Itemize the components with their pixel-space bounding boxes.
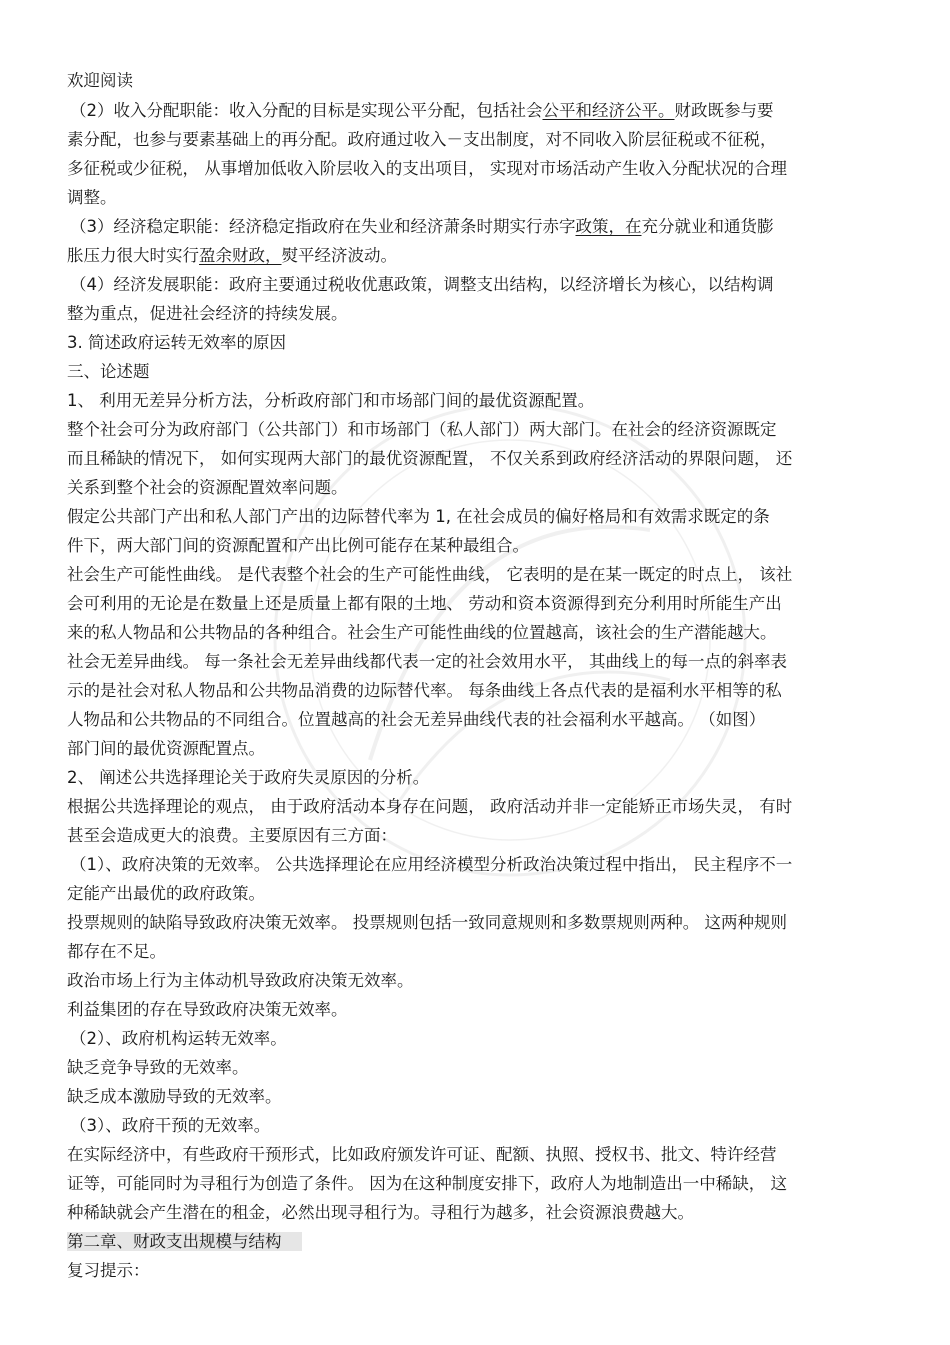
paragraph-line: 整个社会可分为政府部门（公共部门）和市场部门（私人部门）两大部门。在社会的经济资源既定	[67, 420, 777, 439]
paragraph-line	[70, 100, 888, 122]
highlighted-text: 第二章、财政支出规模与结构	[67, 1232, 302, 1251]
page-header: 欢迎阅读	[67, 71, 133, 90]
text-run: 充分就业和通货膨	[641, 217, 774, 236]
paragraph-line: 证等，可能同时为寻租行为创造了条件。 因为在这种制度安排下，政府人为地制造出一中稀缺， 这	[67, 1174, 787, 1193]
paragraph-line: 素分配，也参与要素基础上的再分配。政府通过收入－支出制度，对不同收入阶层征税或不征税，	[67, 130, 777, 149]
underlined-text: 政策，在	[575, 217, 642, 236]
paragraph-line: 都存在不足。	[67, 942, 166, 961]
paragraph-line	[67, 245, 888, 267]
paragraph-line: 关系到整个社会的资源配置效率问题。	[67, 478, 348, 497]
section-heading: 三、论述题	[67, 362, 150, 381]
paragraph-line: 整为重点，促进社会经济的持续发展。	[67, 304, 348, 323]
paragraph-line: （2）、政府机构运转无效率。	[70, 1029, 287, 1048]
question-heading: 2、 阐述公共选择理论关于政府失灵原因的分析。	[67, 768, 430, 787]
paragraph-line: 件下，两大部门间的资源配置和产出比例可能存在某种最组合。	[67, 536, 529, 555]
paragraph-line: 多征税或少征税， 从事增加低收入阶层收入的支出项目， 实现对市场活动产生收入分配状况的合理	[67, 159, 787, 178]
paragraph-line: 社会无差异曲线。 每一条社会无差异曲线都代表一定的社会效用水平， 其曲线上的每一点的斜率表	[67, 652, 787, 671]
paragraph-line: 示的是社会对私人物品和公共物品消费的边际替代率。 每条曲线上各点代表的是福利水平相等的私	[67, 681, 782, 700]
paragraph-line: 人物品和公共物品的不同组合。位置越高的社会无差异曲线代表的社会福利水平越高。 （如图）	[67, 710, 766, 729]
question-heading: 3. 简述政府运转无效率的原因	[67, 333, 286, 352]
paragraph-line: 甚至会造成更大的浪费。主要原因有三方面：	[67, 826, 397, 845]
question-heading: 1、 利用无差异分析方法，分析政府部门和市场部门间的最优资源配置。	[67, 391, 595, 410]
paragraph-line: 种稀缺就会产生潜在的租金，必然出现寻租行为。寻租行为越多，社会资源浪费越大。	[67, 1203, 694, 1222]
text-run: 胀压力很大时实行	[67, 246, 199, 265]
paragraph-line: 在实际经济中，有些政府干预形式，比如政府颁发许可证、配额、执照、授权书、批文、特许经营	[67, 1145, 777, 1164]
paragraph-line: 社会生产可能性曲线。 是代表整个社会的生产可能性曲线， 它表明的是在某一既定的时点上， 该社	[67, 565, 793, 584]
text-run: （2）收入分配职能：收入分配的目标是实现公平分配，包括社会	[70, 101, 543, 120]
paragraph-line: 会可利用的无论是在数量上还是质量上都有限的土地、 劳动和资本资源得到充分利用时所能生产出	[67, 594, 782, 613]
paragraph-line: 而且稀缺的情况下， 如何实现两大部门的最优资源配置， 不仅关系到政府经济活动的界限问题， 还	[67, 449, 793, 468]
paragraph-line: （4）经济发展职能：政府主要通过税收优惠政策，调整支出结构，以经济增长为核心，以结构调	[70, 275, 774, 294]
paragraph-line: 缺乏竞争导致的无效率。	[67, 1058, 249, 1077]
paragraph-line: （1）、政府决策的无效率。 公共选择理论在应用经济模型分析政治决策过程中指出， 民主程序不一	[70, 855, 793, 874]
paragraph-line: 缺乏成本激励导致的无效率。	[67, 1087, 282, 1106]
paragraph-line: 部门间的最优资源配置点。	[67, 739, 265, 758]
paragraph-line: 政治市场上行为主体动机导致政府决策无效率。	[67, 971, 414, 990]
paragraph-line	[70, 216, 888, 238]
text-run: （3）经济稳定职能：经济稳定指政府在失业和经济萧条时期实行赤字	[70, 217, 576, 236]
paragraph-line: 调整。	[67, 188, 117, 207]
paragraph-line: 利益集团的存在导致政府决策无效率。	[67, 1000, 348, 1019]
paragraph-line: 投票规则的缺陷导致政府决策无效率。 投票规则包括一致同意规则和多数票规则两种。 这两种规则	[67, 913, 787, 932]
paragraph-line: 来的私人物品和公共物品的各种组合。社会生产可能性曲线的位置越高，该社会的生产潜能越大。	[67, 623, 777, 642]
text-run: 财政既参与要	[674, 101, 774, 120]
paragraph-line: 定能产出最优的政府政策。	[67, 884, 265, 903]
paragraph-line: 复习提示：	[67, 1261, 150, 1280]
underlined-text: 公平和经济公平。	[542, 101, 675, 120]
paragraph-line: （3）、政府干预的无效率。	[70, 1116, 271, 1135]
chapter-heading	[67, 1231, 888, 1253]
underlined-text: 盈余财政，	[199, 246, 282, 265]
paragraph-line: 根据公共选择理论的观点， 由于政府活动本身存在问题， 政府活动并非一定能矫正市场失灵， 有时	[67, 797, 793, 816]
paragraph-line: 假定公共部门产出和私人部门产出的边际替代率为 1, 在社会成员的偏好格局和有效需求既定的条	[67, 507, 770, 526]
text-run: 熨平经济波动。	[281, 246, 397, 265]
